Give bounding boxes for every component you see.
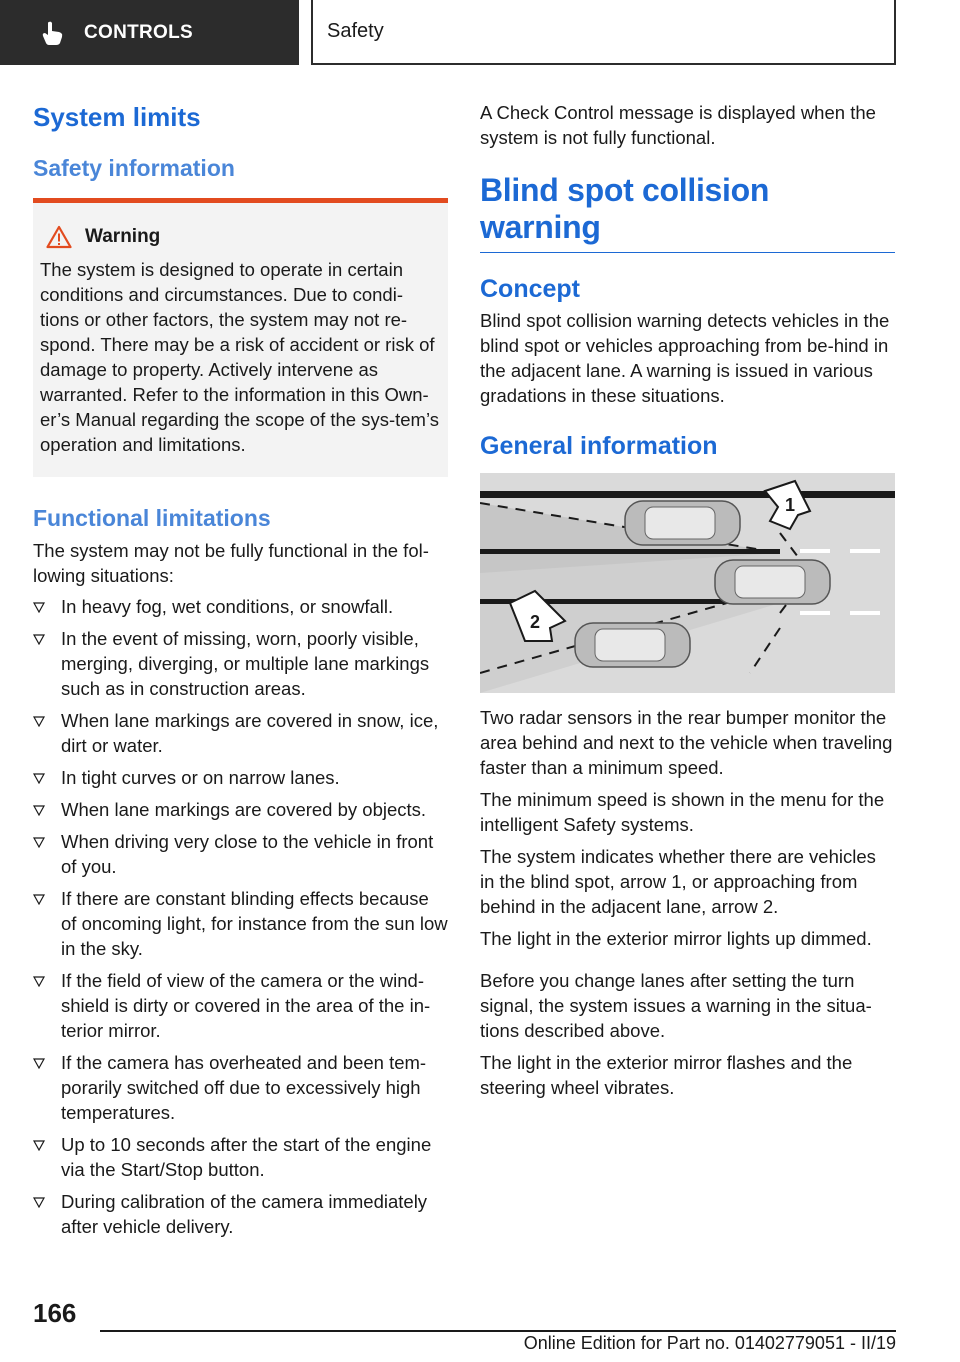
check-control-text: A Check Control message is displayed when the system is not fully functional. <box>480 102 876 148</box>
hand-pointer-icon <box>40 20 66 46</box>
triangle-bullet-icon <box>33 1058 45 1069</box>
section-label: CONTROLS <box>84 21 194 43</box>
general-paragraph: The minimum speed is shown in the menu for the intelligent Safety systems. <box>480 789 885 835</box>
list-item: Up to 10 seconds after the start of the engine via the Start/Stop button. <box>33 1132 448 1182</box>
section-tab <box>0 0 299 65</box>
list-item: When driving very close to the vehicle in front of you. <box>33 829 448 879</box>
triangle-bullet-icon <box>33 976 45 987</box>
general-paragraph: The system indicates whether there are vehicles in the blind spot, arrow 1, or approaching from behind in the adjacent lane, arrow 2. <box>480 846 876 917</box>
functional-limitations-heading: Functional limitations <box>33 505 271 531</box>
triangle-bullet-icon <box>33 894 45 905</box>
warning-triangle-icon <box>46 225 72 249</box>
ego-car <box>715 560 830 604</box>
warning-text: The system is designed to operate in certain conditions and circumstances. Due to condi-tions or other factors, the system may not re-spond. There may be a risk of accident or risk of damage to property. Actively intervene as warranted. Refer to the information in this Own-er’s Manual regarding the scope of the sys-tem’s operation and limitations. <box>40 259 439 455</box>
blind-spot-figure <box>480 473 895 693</box>
list-item: In tight curves or on narrow lanes. <box>33 765 448 790</box>
list-item: If the camera has overheated and been tem-porarily switched off due to excessively high temperatures. <box>33 1050 448 1125</box>
system-limits-title: System limits <box>33 102 201 132</box>
arrow-2-label: 2 <box>530 612 541 632</box>
arrow-1-label: 1 <box>785 495 796 515</box>
triangle-bullet-icon <box>33 773 45 784</box>
footer-divider <box>100 1330 896 1332</box>
warning-label: Warning <box>85 226 161 247</box>
triangle-bullet-icon <box>33 805 45 816</box>
concept-heading: Concept <box>480 275 580 303</box>
triangle-bullet-icon <box>33 1140 45 1151</box>
general-info-body <box>480 705 895 1100</box>
warning-box <box>33 198 448 477</box>
functional-intro: The system may not be fully functional in the fol-lowing situations: <box>33 540 429 586</box>
list-item: When lane markings are covered by objects. <box>33 797 448 822</box>
page-number: 166 <box>33 1298 77 1328</box>
edition-text: Online Edition for Part no. 01402779051 - II/19 <box>523 1333 896 1353</box>
general-paragraph: Before you change lanes after setting the turn signal, the system issues a warning in the situa-tions described above. <box>480 970 872 1041</box>
car-2 <box>575 623 690 667</box>
general-paragraph: Two radar sensors in the rear bumper monitor the area behind and next to the vehicle when traveling faster than a minimum speed. <box>480 707 893 778</box>
left-column <box>33 100 448 1246</box>
chapter-label: Safety <box>327 20 384 42</box>
blind-spot-title: Blind spot collision warning <box>480 172 895 253</box>
list-item: In heavy fog, wet conditions, or snowfall. <box>33 594 448 619</box>
triangle-bullet-icon <box>33 602 45 613</box>
general-paragraph: The light in the exterior mirror flashes and the steering wheel vibrates. <box>480 1052 853 1098</box>
right-column <box>480 100 895 1100</box>
general-information-heading: General information <box>480 432 718 460</box>
triangle-bullet-icon <box>33 837 45 848</box>
limitations-list <box>33 594 448 1239</box>
warning-header <box>40 225 440 249</box>
list-item: In the event of missing, worn, poorly visible, merging, diverging, or multiple lane markings such as in construction areas. <box>33 626 448 701</box>
safety-information-heading: Safety information <box>33 155 235 181</box>
list-item: If there are constant blinding effects because of oncoming light, for instance from the sun low in the sky. <box>33 886 448 961</box>
chapter-tab <box>311 0 896 65</box>
concept-text: Blind spot collision warning detects vehicles in the blind spot or vehicles approaching from be-hind in the adjacent lane. A warning is issued in various gradations in these situations. <box>480 310 890 406</box>
list-item: When lane markings are covered in snow, ice, dirt or water. <box>33 708 448 758</box>
car-1 <box>625 501 740 545</box>
list-item: During calibration of the camera immediately after vehicle delivery. <box>33 1189 448 1239</box>
triangle-bullet-icon <box>33 1197 45 1208</box>
triangle-bullet-icon <box>33 634 45 645</box>
triangle-bullet-icon <box>33 716 45 727</box>
list-item: If the field of view of the camera or the wind-shield is dirty or covered in the area of the in-terior mirror. <box>33 968 448 1043</box>
general-paragraph: The light in the exterior mirror lights up dimmed. <box>480 928 872 949</box>
